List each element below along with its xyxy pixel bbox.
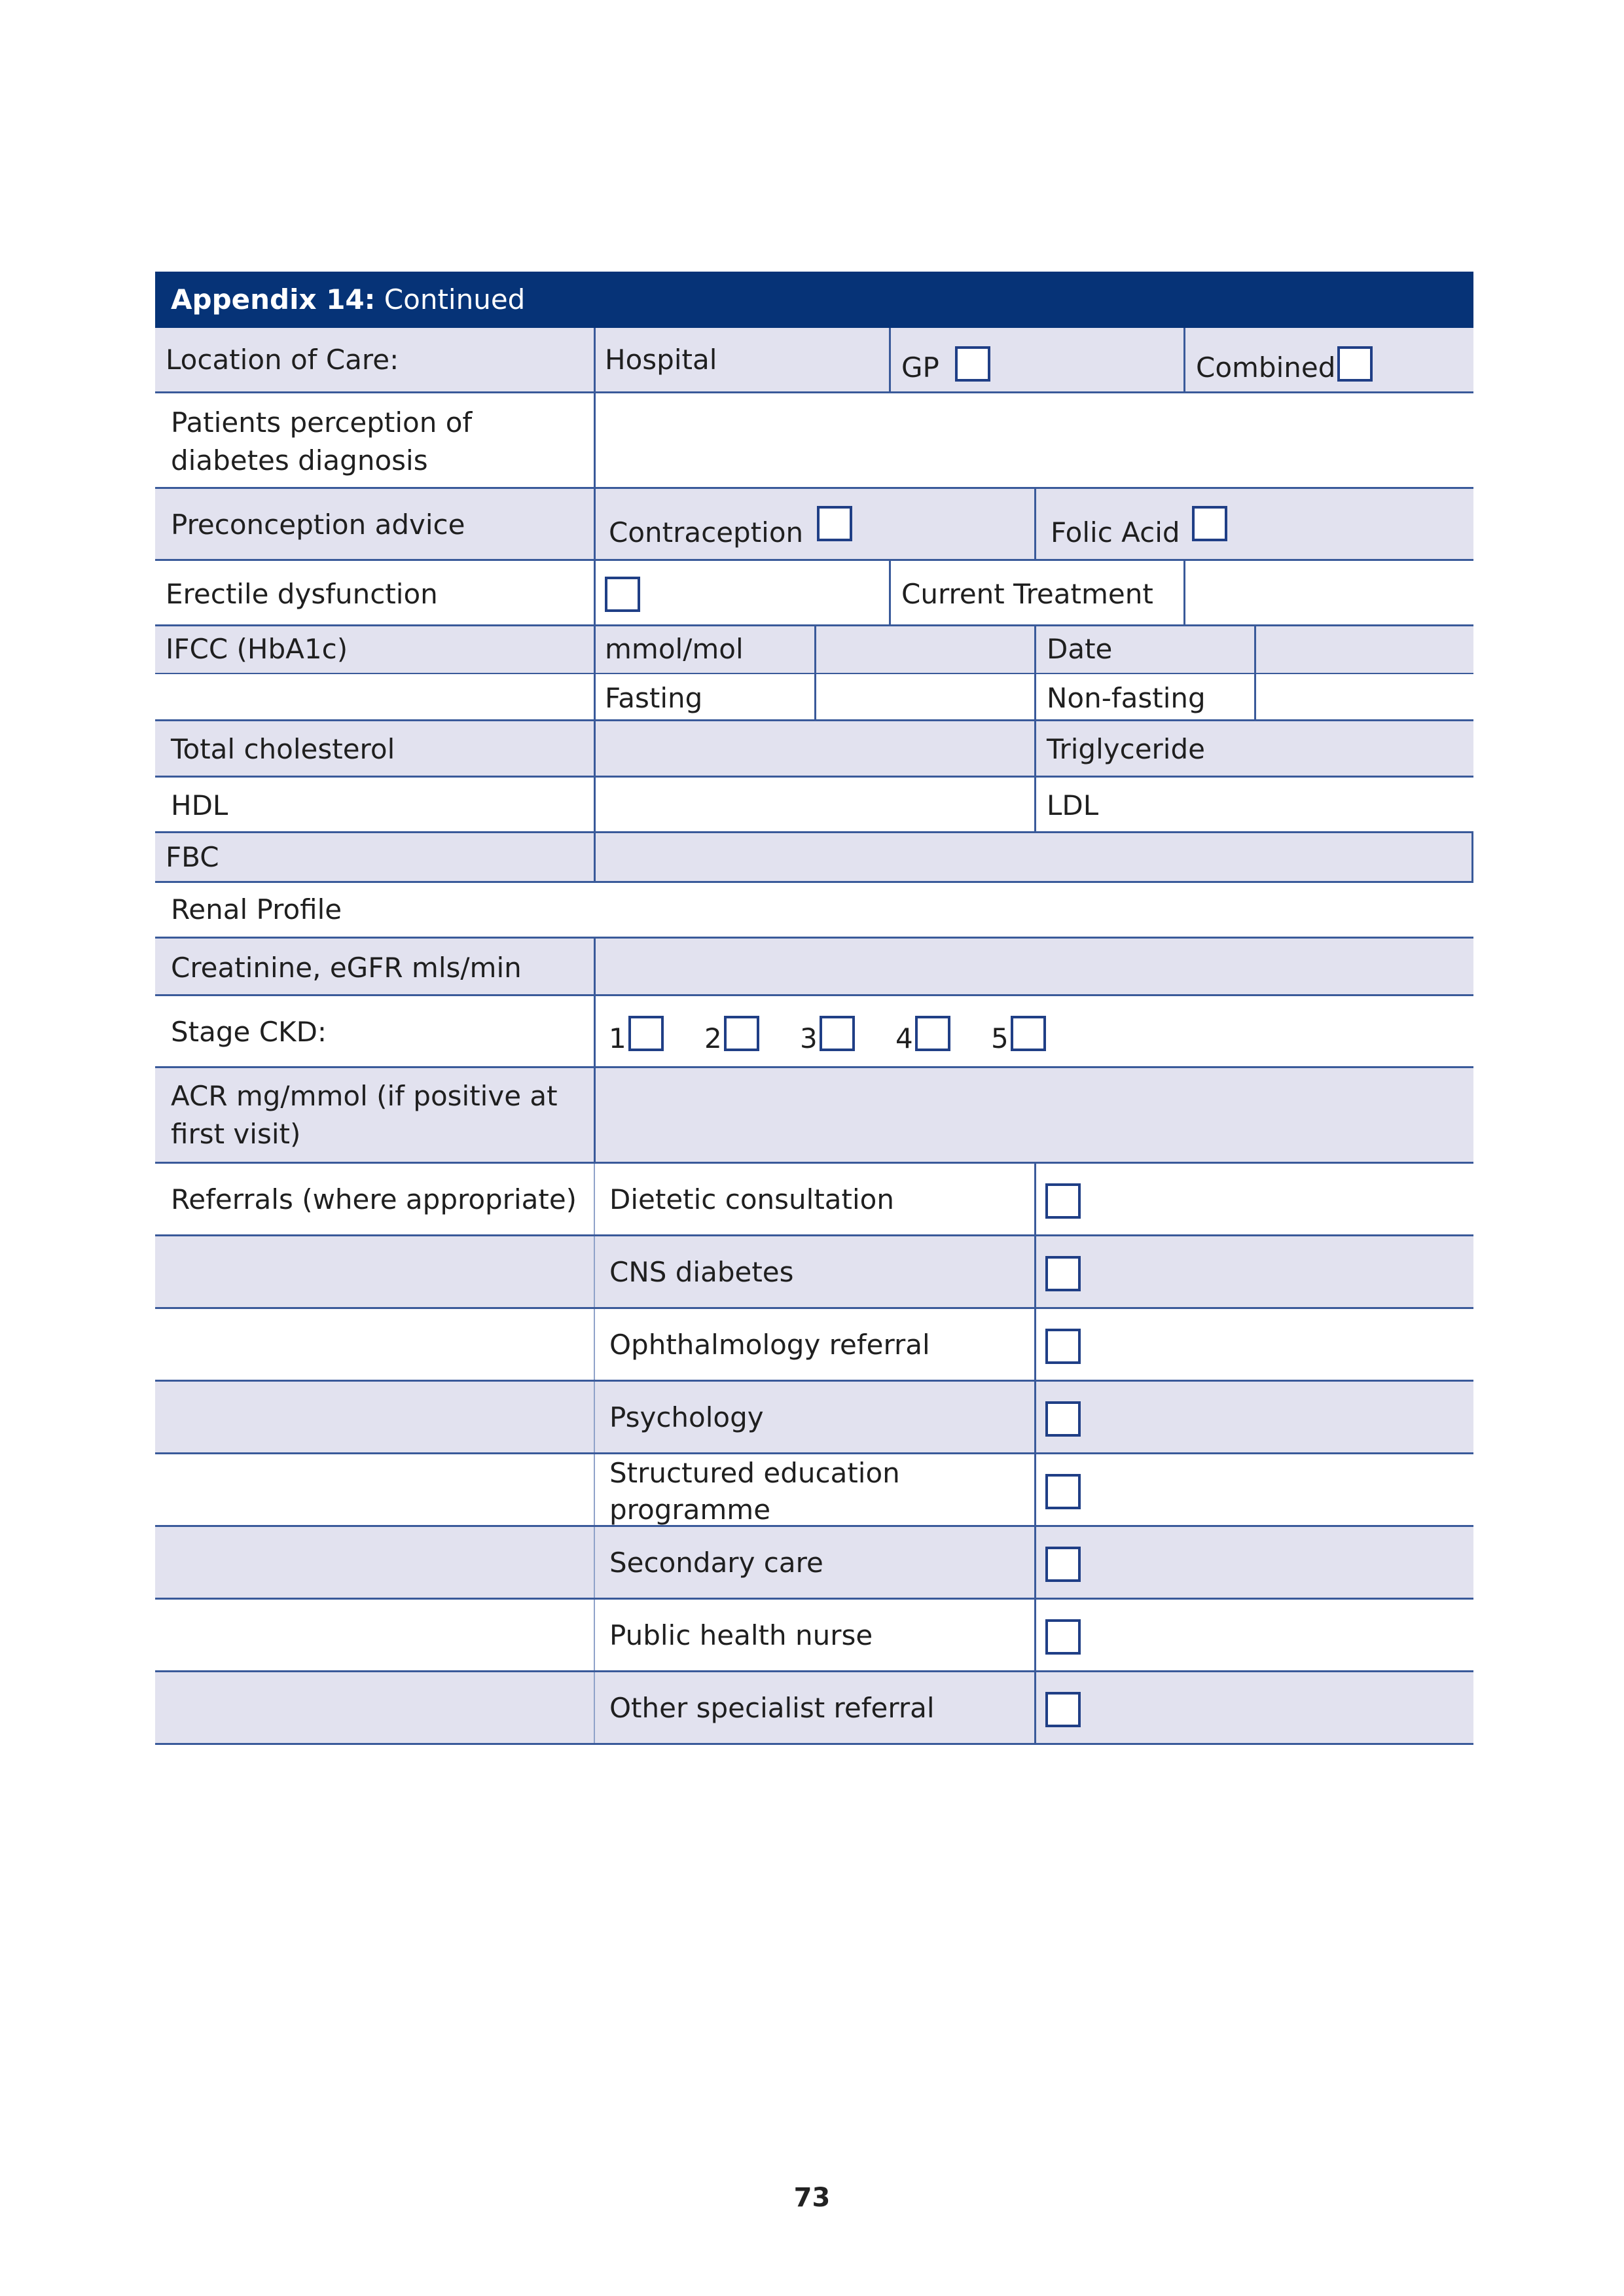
stage-1-label: 1 [609, 1022, 626, 1054]
stage-label: Stage CKD: [171, 1016, 327, 1048]
referral-check-cell [1034, 1382, 1473, 1452]
perception-label-line1: Patients perception of [171, 406, 473, 439]
referral-structured-label-line1: Structured education [609, 1457, 900, 1489]
combined-checkbox[interactable] [1337, 346, 1373, 382]
erectile-label: Erectile dysfunction [166, 578, 438, 610]
ifcc-date-input[interactable] [1254, 626, 1473, 673]
stage-4-label: 4 [895, 1022, 913, 1054]
perception-input-cell[interactable] [594, 393, 1473, 487]
referral-structured-label-line2: programme [609, 1494, 771, 1526]
renal-row [155, 883, 1473, 939]
fbc-input[interactable] [594, 833, 1471, 881]
gp-checkbox[interactable] [955, 346, 990, 382]
creatinine-input[interactable] [594, 939, 1473, 994]
referral-item [594, 1600, 1034, 1670]
treatment-label-cell [889, 561, 1183, 624]
creatinine-row [155, 939, 1473, 996]
referral-other-label: Other specialist referral [609, 1692, 935, 1724]
referral-check-cell [1034, 1164, 1473, 1234]
location-label: Location of Care: [166, 344, 399, 376]
nonfasting-input[interactable] [1254, 674, 1473, 719]
hdl-input[interactable] [594, 778, 1034, 831]
stage-options-cell [594, 996, 1473, 1066]
stage-3-label: 3 [800, 1022, 818, 1054]
fasting-input[interactable] [814, 674, 1034, 719]
referrals-label: Referrals (where appropriate) [171, 1183, 577, 1215]
referral-row [155, 1527, 1473, 1600]
referral-check-cell [1034, 1309, 1473, 1380]
stage-2-checkbox[interactable] [724, 1016, 759, 1051]
ifcc-label: IFCC (HbA1c) [166, 633, 348, 665]
referral-item [594, 1236, 1034, 1307]
referral-secondary-checkbox[interactable] [1045, 1547, 1081, 1582]
header-title-rest: Continued [384, 283, 526, 315]
stage-row [155, 996, 1473, 1068]
hospital-label: Hospital [605, 344, 717, 376]
referral-publichealth-checkbox[interactable] [1045, 1619, 1081, 1655]
acr-label-line1: ACR mg/mmol (if positive at [171, 1080, 558, 1112]
referral-dietetic-label: Dietetic consultation [609, 1183, 894, 1215]
page-number: 73 [793, 2183, 831, 2213]
referral-cns-checkbox[interactable] [1045, 1256, 1081, 1291]
acr-row [155, 1068, 1473, 1164]
referral-check-cell [1034, 1600, 1473, 1670]
contraception-cell [594, 489, 1034, 559]
triglyceride-cell [1034, 721, 1473, 776]
referral-row [155, 1309, 1473, 1382]
contraception-checkbox[interactable] [817, 506, 852, 541]
perception-label-line2: diabetes diagnosis [171, 444, 428, 476]
referral-structured-checkbox[interactable] [1045, 1474, 1081, 1509]
referral-item [594, 1309, 1034, 1380]
fbc-row [155, 833, 1473, 883]
referral-cns-label: CNS diabetes [609, 1256, 794, 1288]
stage-5-checkbox[interactable] [1011, 1016, 1046, 1051]
acr-label-line2: first visit) [171, 1118, 301, 1150]
preconception-row [155, 489, 1473, 561]
referral-psychology-label: Psychology [609, 1401, 764, 1433]
location-hospital-cell [594, 328, 889, 391]
folic-checkbox[interactable] [1192, 506, 1227, 541]
erectile-checkbox-cell [594, 561, 889, 624]
hdl-row [155, 778, 1473, 833]
acr-input[interactable] [594, 1068, 1473, 1162]
stage-5-label: 5 [991, 1022, 1009, 1054]
treatment-input-cell[interactable] [1183, 561, 1473, 624]
fbc-label: FBC [166, 841, 219, 873]
folic-label: Folic Acid [1051, 516, 1180, 548]
stage-2-label: 2 [704, 1022, 722, 1054]
ifcc-date-label: Date [1047, 633, 1113, 665]
referral-check-cell [1034, 1236, 1473, 1307]
referral-row [155, 1164, 1473, 1236]
referral-other-checkbox[interactable] [1045, 1692, 1081, 1727]
ldl-cell [1034, 778, 1473, 831]
cholesterol-row [155, 721, 1473, 778]
hdl-label: HDL [171, 789, 228, 821]
fasting-cell [594, 674, 814, 719]
ifcc-unit-label: mmol/mol [605, 633, 744, 665]
ifcc-row [155, 626, 1473, 674]
nonfasting-cell [1034, 674, 1254, 719]
combined-label: Combined [1196, 351, 1336, 384]
referral-ophthalmology-label: Ophthalmology referral [609, 1329, 930, 1361]
total-cholesterol-label: Total cholesterol [171, 733, 395, 765]
renal-title: Renal Profile [171, 893, 342, 925]
fasting-label: Fasting [605, 682, 703, 714]
total-cholesterol-input[interactable] [594, 721, 1034, 776]
referral-row [155, 1454, 1473, 1527]
referral-row [155, 1382, 1473, 1454]
ifcc-date-cell [1034, 626, 1254, 673]
referral-check-cell [1034, 1527, 1473, 1598]
treatment-label: Current Treatment [901, 578, 1153, 610]
contraception-label: Contraception [609, 516, 804, 548]
referral-item [594, 1527, 1034, 1598]
referral-item [594, 1454, 1034, 1525]
preconception-label: Preconception advice [171, 509, 465, 541]
referral-ophthalmology-checkbox[interactable] [1045, 1329, 1081, 1364]
erectile-checkbox[interactable] [605, 577, 640, 612]
perception-row [155, 393, 1473, 489]
header-title-bold: Appendix 14: [171, 283, 376, 315]
location-combined-cell [1183, 328, 1473, 391]
referral-row [155, 1600, 1473, 1672]
referral-psychology-checkbox[interactable] [1045, 1401, 1081, 1437]
folic-cell [1034, 489, 1473, 559]
location-row [155, 328, 1473, 393]
triglyceride-label: Triglyceride [1047, 733, 1205, 765]
referral-item [594, 1672, 1034, 1743]
stage-4-checkbox[interactable] [915, 1016, 950, 1051]
referral-row [155, 1672, 1473, 1745]
referral-dietetic-checkbox[interactable] [1045, 1183, 1081, 1219]
nonfasting-label: Non-fasting [1047, 682, 1206, 714]
ldl-label: LDL [1047, 789, 1099, 821]
gp-label: GP [901, 351, 939, 384]
referral-row [155, 1236, 1473, 1309]
referral-check-cell [1034, 1672, 1473, 1743]
form-header [155, 272, 1473, 328]
stage-3-checkbox[interactable] [820, 1016, 855, 1051]
referral-item [594, 1164, 1034, 1234]
referral-check-cell [1034, 1454, 1473, 1525]
ifcc-unit-cell [594, 626, 814, 673]
ifcc-value-cell[interactable] [814, 626, 1034, 673]
creatinine-label: Creatinine, eGFR mls/min [171, 952, 522, 984]
fasting-row [155, 674, 1473, 721]
erectile-row [155, 561, 1473, 626]
referral-item [594, 1382, 1034, 1452]
location-gp-cell [889, 328, 1183, 391]
stage-1-checkbox[interactable] [628, 1016, 664, 1051]
referral-publichealth-label: Public health nurse [609, 1619, 873, 1651]
referral-secondary-label: Secondary care [609, 1547, 823, 1579]
